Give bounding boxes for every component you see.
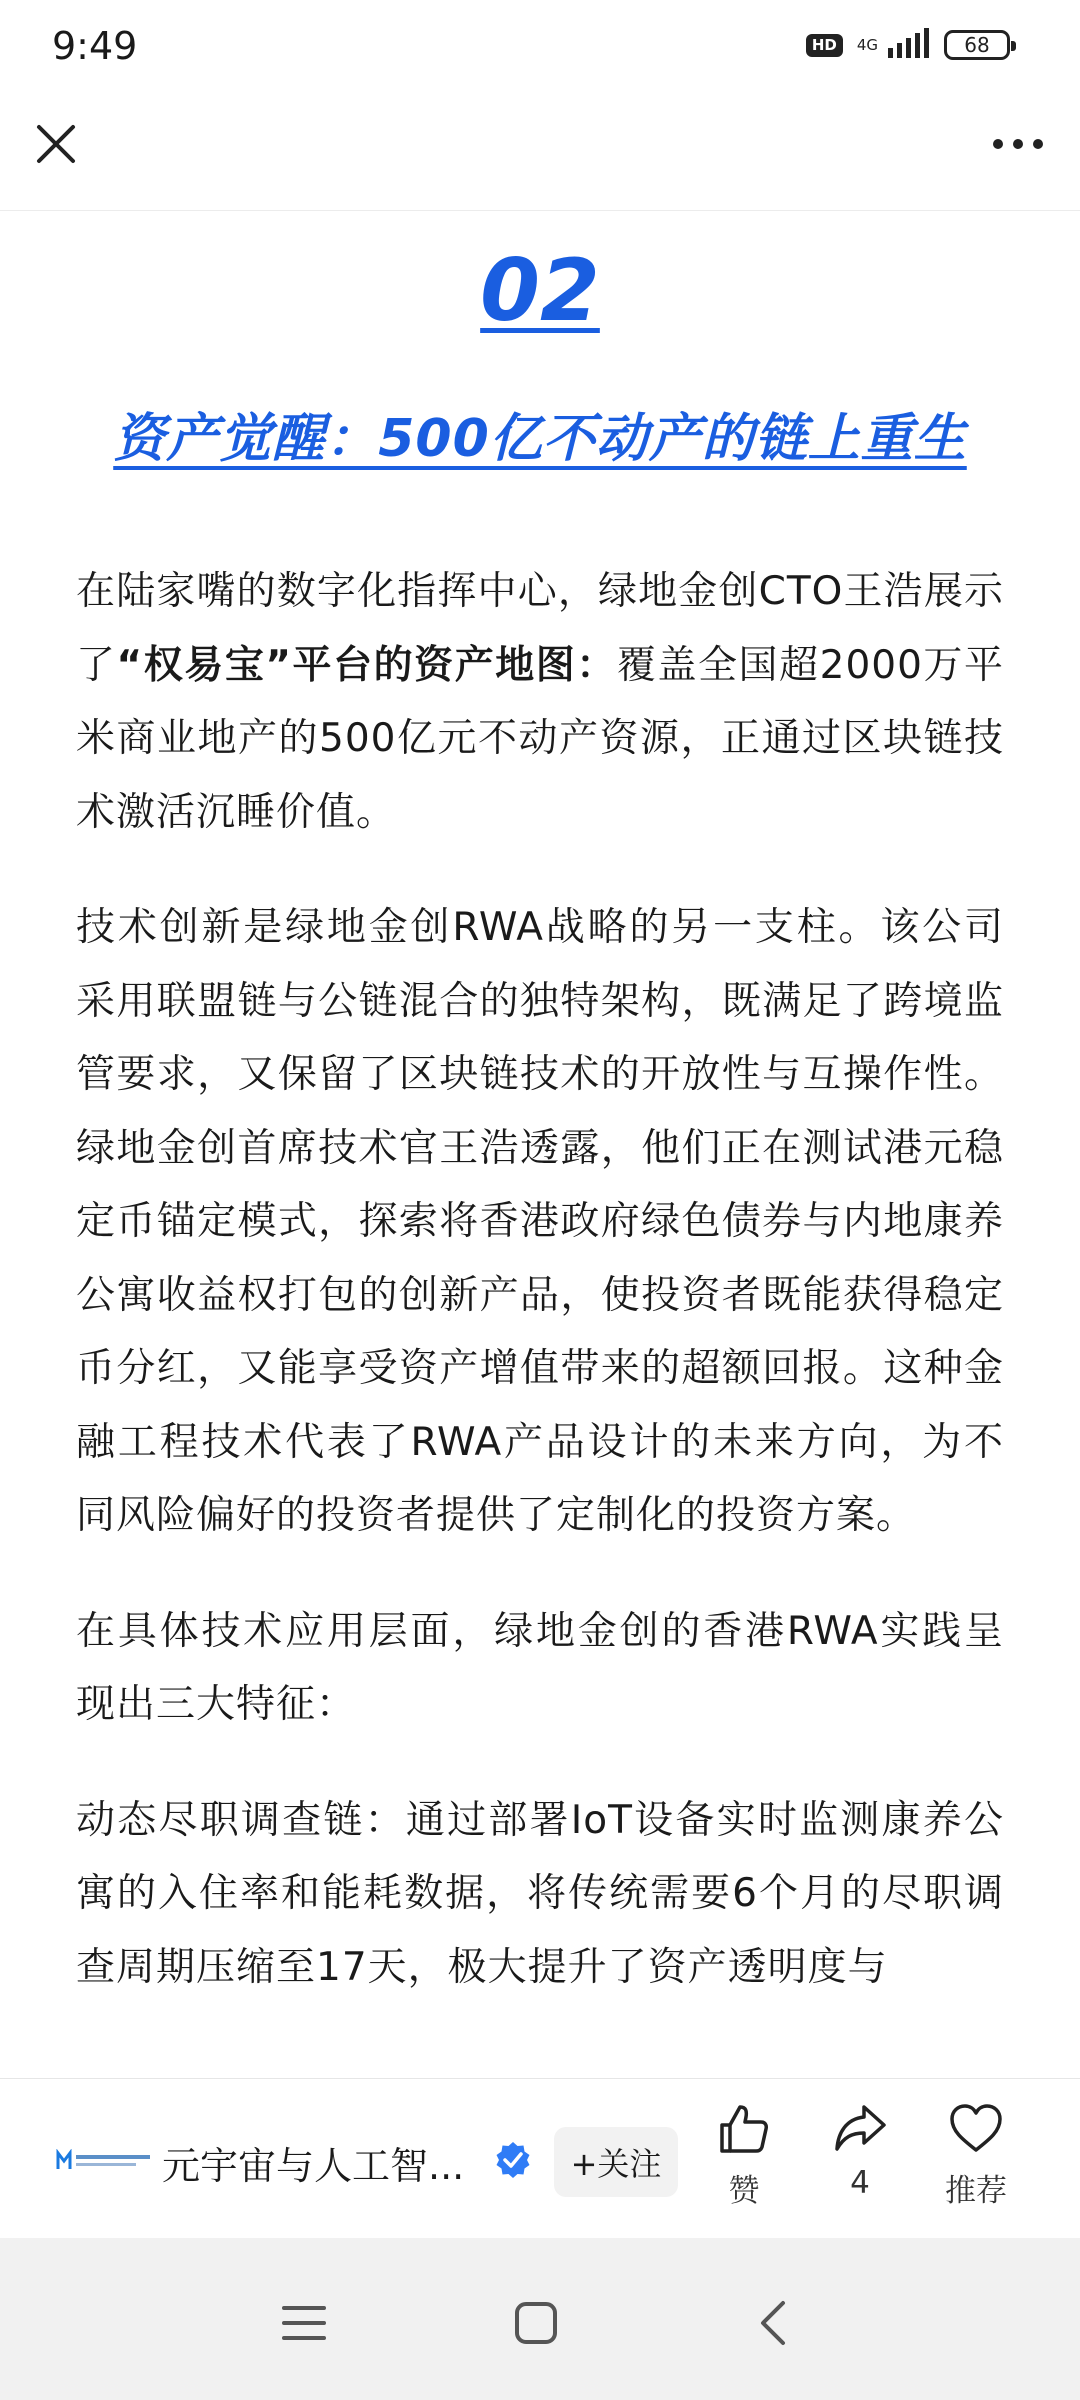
status-time: 9:49: [52, 24, 138, 68]
menu-icon: [282, 2303, 326, 2343]
more-button[interactable]: [986, 118, 1050, 170]
close-button[interactable]: [28, 116, 84, 172]
home-button[interactable]: [496, 2288, 576, 2358]
paragraph-bold-text: “权易宝”平台的资产地图：: [116, 642, 617, 688]
back-button[interactable]: [732, 2288, 812, 2358]
paragraph-1: [76, 555, 1004, 849]
status-bar: [0, 0, 1080, 96]
author-logo-icon: [56, 2149, 156, 2173]
thumbs-up-icon: [716, 2101, 772, 2157]
recent-apps-button[interactable]: [264, 2288, 344, 2358]
home-square-icon: [514, 2301, 558, 2345]
top-bar: [0, 96, 1080, 211]
heart-icon: [948, 2101, 1004, 2157]
verified-icon: [494, 2141, 532, 2183]
back-arrow-icon: [757, 2299, 787, 2347]
like-label: 赞: [728, 2173, 760, 2209]
battery-icon: [944, 30, 1010, 60]
share-icon: [832, 2101, 888, 2157]
follow-button[interactable]: +关注: [554, 2127, 678, 2197]
paragraph-text: 覆盖全国超2000万平米商业地产的500亿元不动产资源，正通过区块链技术激活沉睡价值。: [76, 642, 1004, 835]
share-count: 4: [850, 2165, 870, 2201]
author-name[interactable]: 元宇宙与人工智...: [162, 2144, 465, 2188]
like-button[interactable]: [694, 2101, 794, 2210]
paragraph-2: 技术创新是绿地金创RWA战略的另一支柱。该公司采用联盟链与公链混合的独特架构，既满足了跨境监管要求，又保留了区块链技术的开放性与互操作性。绿地金创首席技术官王浩透露，他们正在测试港元稳定币锚定模式，探索将香港政府绿色债券与内地康养公寓收益权打包的创新产品，使投资者既能获得稳定币分红，又能享受资产增值带来的超额回报。这种金融工程技术代表了RWA产品设计的未来方向，为不同风险偏好的投资者提供了定制化的投资方案。: [76, 905, 1004, 1538]
hd-badge: HD: [806, 34, 843, 57]
system-nav-bar: [0, 2238, 1080, 2400]
recommend-button[interactable]: [926, 2101, 1026, 2210]
section-title: 资产觉醒：500亿不动产的链上重生: [113, 409, 967, 469]
article-content[interactable]: [0, 210, 1080, 2078]
recommend-label: 推荐: [945, 2173, 1007, 2209]
paragraph-3: 在具体技术应用层面，绿地金创的香港RWA实践呈现出三大特征：: [76, 1608, 1004, 1727]
paragraph-4: 动态尽职调查链：通过部署IoT设备实时监测康养公寓的入住率和能耗数据，将传统需要6个月的尽职调查周期压缩至17天，极大提升了资产透明度与: [76, 1797, 1004, 1990]
network-type: 4G: [856, 35, 878, 54]
more-icon: [992, 138, 1044, 150]
status-icons: [806, 28, 1010, 62]
battery-level: 68: [964, 33, 990, 57]
share-button[interactable]: [810, 2101, 910, 2201]
author-avatar[interactable]: [56, 2149, 156, 2173]
section-number: 02: [480, 241, 600, 341]
article-body: [76, 555, 1004, 2046]
paragraph-text: 在陆家嘴的数字化指挥中心，绿地金创CTO王浩展示了: [76, 569, 1004, 688]
action-bar: [0, 2078, 1080, 2239]
signal-icon: [886, 28, 930, 62]
close-icon: [36, 124, 76, 164]
